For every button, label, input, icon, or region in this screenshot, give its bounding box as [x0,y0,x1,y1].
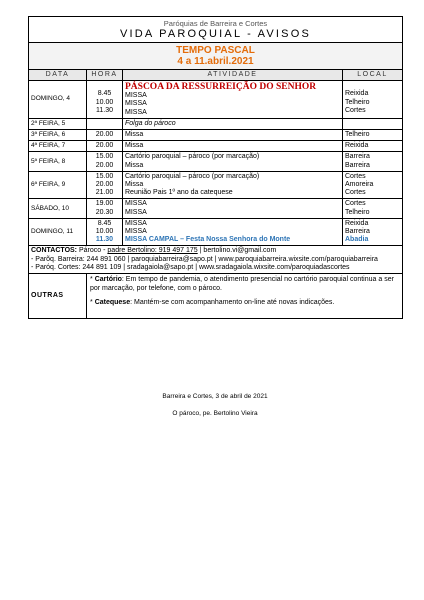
row-activities [123,199,343,218]
row-places [343,218,403,246]
place: Cortes [345,200,366,208]
day-label: 2ª FEIRA, 5 [31,119,66,127]
hour: 11.30 [95,236,114,244]
season-title: TEMPO PASCAL [176,45,255,56]
activity: Missa [125,131,144,139]
activity: Cartório paroquial – pároco (por marcação) [125,153,260,161]
activity: Missa [125,181,144,189]
hour: 20.00 [95,161,114,169]
row-activities [123,118,343,129]
place: Reixida [345,90,369,98]
hour: 10.00 [95,98,114,106]
schedule-row [29,152,403,171]
note-title: Catequese [94,299,131,307]
schedule-table [28,16,403,319]
activity: Folga do pároco [125,119,176,127]
day-label: 3ª FEIRA, 6 [31,131,66,139]
row-activities [123,141,343,152]
hour: 10.00 [95,228,114,236]
col-local: LOCAL [343,70,403,81]
contacts-line-2: - Parõq. Barreira: 244 891 060 | paroquiabarreira@sapo.pt | www.paroquiabarreira.wixsite.com/paroquiabarreira [31,255,378,263]
notice-sheet [28,16,402,319]
row-activities [123,218,343,246]
note-catequese [90,299,399,308]
schedule-row [29,118,403,129]
activity: MISSA [125,100,147,108]
contacts-email: | bertolino.vi@gmail.com [199,247,277,255]
note-bullet: * [90,299,93,307]
note-bullet: * [90,276,93,284]
row-day [29,118,87,129]
row-day [29,141,87,152]
activity: MISSA CAMPAL – Festa Nossa Senhora do Monte [125,236,291,244]
hour: 15.00 [95,153,114,161]
season-row [29,43,403,70]
note-title: Cartório [94,276,122,284]
hour: 15.00 [95,172,114,180]
row-day [29,171,87,199]
hour [89,120,120,128]
day-label: 4ª FEIRA, 7 [31,142,66,150]
col-atividade: ATIVIDADE [123,70,343,81]
place: Telheiro [345,131,370,139]
contacts-line-3: - Paróq. Cortes: 244 891 109 | sradagaiola@sapo.pt | www.sradagaiola.wixsite.com/paroquiadascortes [31,263,350,271]
season-dates: 4 a 11.abril.2021 [177,56,254,67]
contacts-paroco: Pároco - [78,247,106,255]
activity: Missa [125,142,144,150]
parishes-label: Paróquias de Barreira e Cortes [163,19,268,28]
schedule-row [29,141,403,152]
day-label: SÁBADO, 10 [31,204,69,212]
feast-heading: PÁSCOA DA RESSURREIÇÃO DO SENHOR [125,82,317,93]
place [345,120,400,128]
activity: MISSA [125,228,147,236]
place: Cortes [345,106,366,114]
hour: 19.00 [95,200,114,208]
row-places [343,130,403,141]
note-text: : Mantém-se com acompanhamento on-line até novas indicações. [130,299,335,307]
row-day [29,130,87,141]
schedule-row [29,218,403,246]
day-label: DOMINGO, 4 [31,95,71,103]
col-data: DATA [29,70,87,81]
note-text: : Em tempo de pandemia, o atendimento presencial no cartório paroquial continua a ser por marcação, por telefone, com o pároco. [90,276,394,292]
contacts-label: CONTACTOS: [31,247,78,255]
activity: MISSA [125,200,147,208]
place: Barreira [345,161,370,169]
row-activities [123,81,343,119]
hour: 20.00 [95,142,114,150]
schedule-rows [29,81,403,246]
place: Cortes [345,189,366,197]
row-hours [87,171,123,199]
activity: Missa [125,161,144,169]
row-places [343,199,403,218]
schedule-row [29,171,403,199]
activity: MISSA [125,208,147,216]
row-activities [123,171,343,199]
place: Cortes [345,172,366,180]
hour: 20.00 [95,181,114,189]
row-hours [87,130,123,141]
row-places [343,152,403,171]
row-day [29,81,87,119]
activity: MISSA [125,108,147,116]
schedule-row [29,81,403,119]
row-activities [123,152,343,171]
hour: 21.00 [95,189,114,197]
row-hours [87,152,123,171]
contacts-phone: padre Bertolino: 919 497 175 [107,247,198,255]
place: Amoreira [345,181,374,189]
column-header-row [29,70,403,81]
row-hours [87,141,123,152]
row-hours [87,199,123,218]
col-hora: HORA [87,70,123,81]
day-label: DOMINGO, 11 [31,228,74,236]
place: Barreira [345,153,370,161]
row-places [343,141,403,152]
place: Telheiro [345,98,370,106]
row-activities [123,130,343,141]
hour: 8.45 [97,90,112,98]
place: Reixida [345,219,369,227]
row-hours [87,81,123,119]
activity: Reunião Pais 1º ano da catequese [125,189,233,197]
schedule-row [29,199,403,218]
place: Telheiro [345,208,370,216]
activity: MISSA [125,92,147,100]
outras-row [29,274,403,319]
row-places [343,171,403,199]
hour: 20.30 [95,208,114,216]
hour: 20.00 [95,131,114,139]
hour: 11.30 [96,106,113,114]
day-label: 5ª FEIRA, 8 [31,157,66,165]
header-row [29,17,403,43]
row-places [343,118,403,129]
page-title: VIDA PAROQUIAL - AVISOS [120,28,311,40]
day-label: 6ª FEIRA, 9 [31,181,66,189]
activity: Cartório paroquial – pároco (por marcação) [125,172,260,180]
schedule-row [29,130,403,141]
row-day [29,199,87,218]
row-places [343,81,403,119]
row-hours [87,218,123,246]
row-hours [87,118,123,129]
place: Barreira [345,228,370,236]
outras-label: OUTRAS [29,274,87,319]
signature: O pároco, pe. Bertolino Vieira [172,410,258,417]
row-day [29,218,87,246]
contacts-line-1 [31,247,400,255]
row-day [29,152,87,171]
place: Abadia [345,236,369,244]
place: Reixida [345,142,369,150]
contacts-row [29,246,403,274]
activity: MISSA [125,219,147,227]
note-cartorio [90,276,399,293]
place-date: Barreira e Cortes, 3 de abril de 2021 [162,393,268,400]
hour: 8.45 [97,219,112,227]
